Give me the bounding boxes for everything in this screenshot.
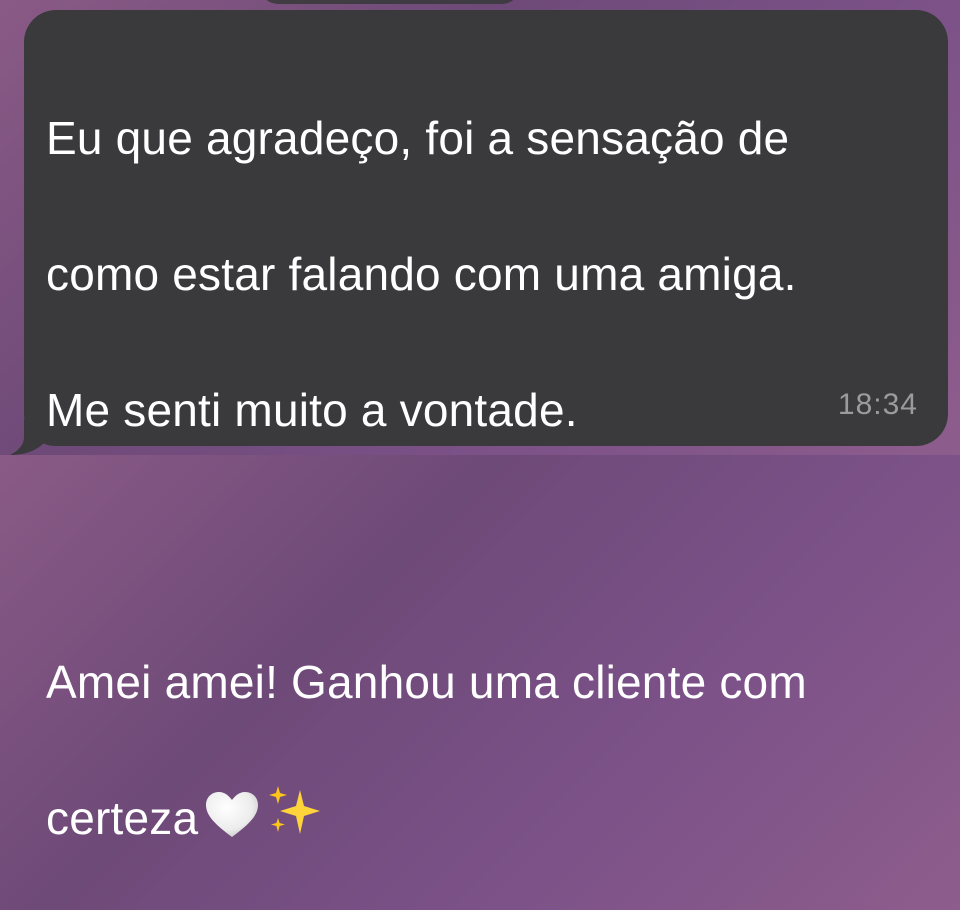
sparkles-icon (266, 784, 324, 858)
message-line-blank (46, 512, 926, 580)
white-heart-icon (204, 790, 260, 858)
message-line-text: certeza (46, 792, 199, 844)
message-timestamp: 18:34 (837, 388, 918, 421)
message-line: Eu que agradeço, foi a sensação de (46, 112, 790, 164)
message-line-last (46, 784, 926, 852)
message-text (46, 36, 926, 910)
message-line: como estar falando com uma amiga. (46, 248, 797, 300)
message-line: Amei amei! Ganhou uma cliente com (46, 656, 807, 708)
incoming-message-bubble[interactable] (24, 10, 948, 844)
message-line: Me senti muito a vontade. (46, 384, 578, 436)
bubble-tail (8, 419, 48, 455)
previous-message-bubble[interactable] (260, 0, 520, 4)
